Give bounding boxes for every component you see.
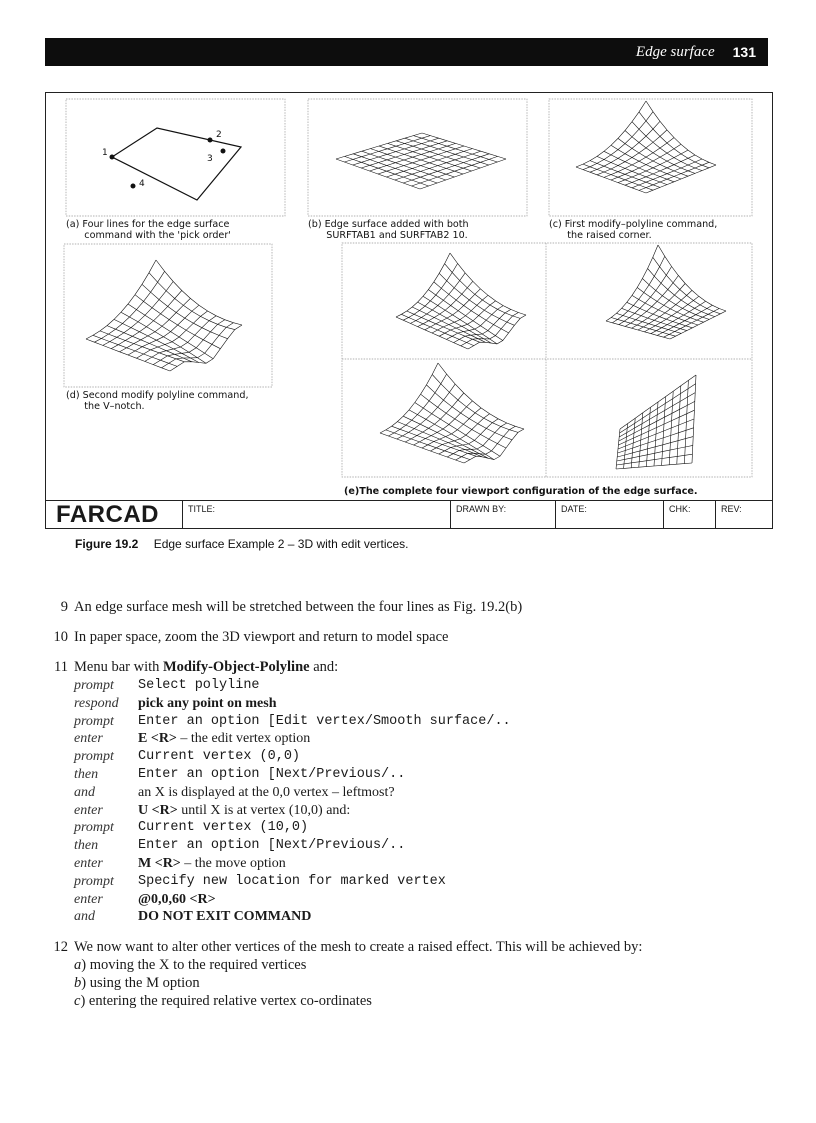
command-row: prompt Specify new location for marked vertex (74, 873, 446, 889)
panel-e-mesh-top-right (606, 245, 726, 339)
step-10 (38, 628, 738, 646)
instruction-steps (38, 598, 738, 1022)
chk-cell: CHK: (664, 501, 716, 528)
point-label-2: 2 (216, 130, 222, 140)
command-row: then Enter an option [Next/Previous/.. (74, 838, 406, 854)
step-number: 11 (54, 659, 68, 675)
command-sequence (74, 677, 738, 926)
command-row: prompt Current vertex (0,0) (74, 749, 301, 765)
caption-d: (d) Second modify polyline command, the V–notch. (66, 390, 249, 412)
figure-caption (75, 537, 409, 551)
running-header (45, 38, 768, 66)
step-11 (38, 658, 738, 926)
command-row: respond pick any point on mesh (74, 695, 277, 711)
command-row: prompt Enter an option [Edit vertex/Smooth surface/.. (74, 713, 511, 729)
sub-item-c: c) entering the required relative vertex co-ordinates (74, 993, 372, 1010)
panel-a-frame (66, 99, 285, 216)
header-section-title: Edge surface (635, 43, 715, 60)
command-row: then Enter an option [Next/Previous/.. (74, 766, 406, 782)
step-text: We now want to alter other vertices of the mesh to create a raised effect. This will be achieved by: (74, 939, 643, 956)
step-number: 10 (53, 629, 68, 645)
command-row: prompt Select polyline (74, 678, 260, 693)
step-text: In paper space, zoom the 3D viewport and return to model space (74, 629, 449, 645)
step-9 (38, 598, 738, 616)
command-row: and DO NOT EXIT COMMAND (74, 909, 312, 925)
drawing-title-block (46, 500, 772, 528)
figure-number: Figure 19.2 (75, 537, 139, 551)
command-row: enter U <R> until X is at vertex (10,0) and: (74, 802, 351, 818)
farcad-logo: FARCAD (46, 501, 183, 528)
panel-e-mesh-bottom-left (380, 363, 524, 463)
panel-b-mesh (336, 133, 506, 189)
panel-d-mesh (86, 260, 242, 371)
menu-path: Modify-Object-Polyline (163, 659, 310, 675)
caption-b: (b) Edge surface added with both SURFTAB1 and SURFTAB2 10. (308, 219, 469, 241)
pick-point-2 (208, 138, 213, 143)
figure-drawing (46, 93, 774, 501)
point-label-4: 4 (139, 179, 145, 189)
panel-e-frame (342, 243, 752, 477)
step-number: 12 (53, 939, 68, 956)
command-row: and an X is displayed at the 0,0 vertex – leftmost? (74, 784, 395, 800)
step-intro: Menu bar with Modify-Object-Polyline and: (74, 659, 339, 675)
figure-19-2 (45, 92, 773, 529)
panel-c-frame (549, 99, 752, 216)
panel-e-mesh-top-left (396, 253, 526, 349)
point-label-1: 1 (102, 148, 108, 158)
panel-c-mesh (576, 101, 716, 193)
step-number: 9 (60, 599, 68, 615)
panel-e-mesh-bottom-right (616, 375, 696, 469)
page-number: 131 (732, 44, 756, 60)
rev-cell: REV: (721, 504, 742, 514)
step-12 (38, 938, 738, 1010)
step-text: An edge surface mesh will be stretched between the four lines as Fig. 19.2(b) (74, 599, 523, 615)
panel-d-frame (64, 244, 272, 387)
pick-point-3 (221, 149, 226, 154)
caption-e: (e)The complete four viewport configuration of the edge surface. (344, 486, 698, 497)
caption-c: (c) First modify–polyline command, the raised corner. (549, 219, 718, 241)
sub-item-b: b) using the M option (74, 975, 200, 992)
command-row: enter @0,0,60 <R> (74, 891, 216, 907)
title-cell: TITLE: (183, 501, 451, 528)
pick-point-4 (131, 184, 136, 189)
command-row: enter M <R> – the move option (74, 855, 286, 871)
caption-a: (a) Four lines for the edge surface command with the 'pick order' (66, 219, 231, 241)
command-row: enter E <R> – the edit vertex option (74, 731, 311, 747)
date-cell: DATE: (556, 501, 664, 528)
sub-item-a: a) moving the X to the required vertices (74, 957, 307, 974)
point-label-3: 3 (207, 154, 213, 164)
drawn-by-cell: DRAWN BY: (451, 501, 556, 528)
figure-caption-text: Edge surface Example 2 – 3D with edit vertices. (153, 537, 409, 551)
pick-point-1 (110, 155, 115, 160)
command-row: prompt Current vertex (10,0) (74, 820, 309, 836)
